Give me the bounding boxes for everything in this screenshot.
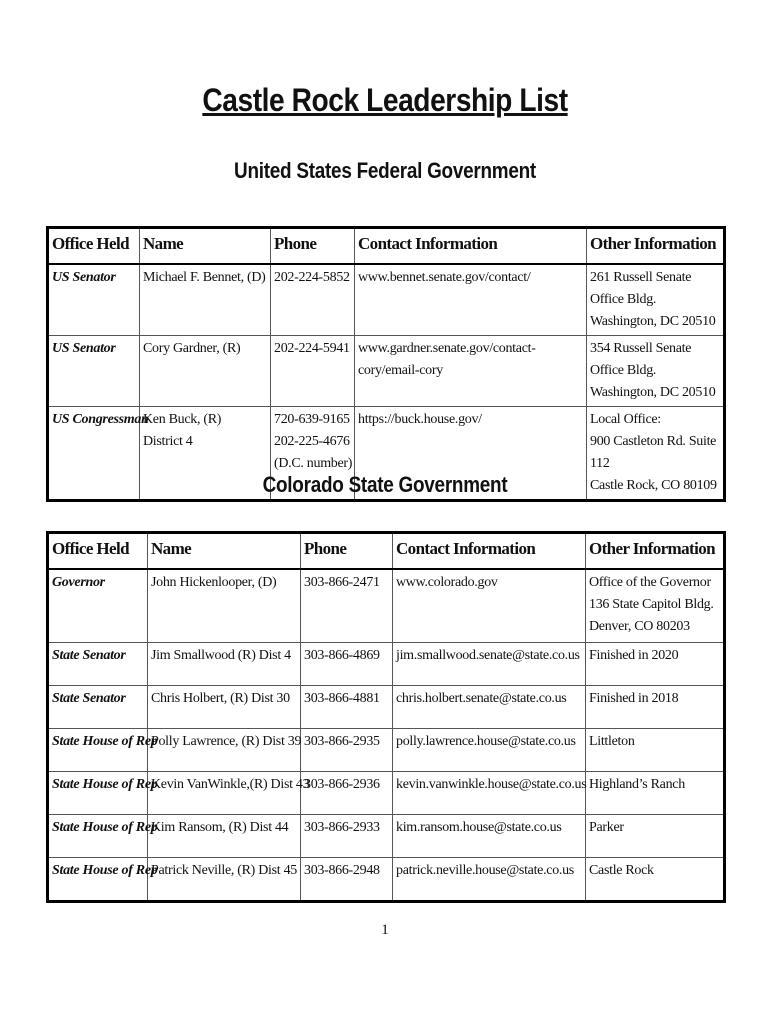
table-header-row	[48, 533, 725, 570]
table-row	[48, 264, 725, 336]
name-cell: Patrick Neville, (R) Dist 45	[148, 858, 301, 902]
header-name: Name	[140, 228, 271, 265]
contact-cell[interactable]: kim.ransom.house@state.co.us	[393, 815, 586, 858]
header-office-held: Office Held	[48, 228, 140, 265]
contact-cell[interactable]: chris.holbert.senate@state.co.us	[393, 686, 586, 729]
table-row	[48, 686, 725, 729]
contact-cell[interactable]: patrick.neville.house@state.co.us	[393, 858, 586, 902]
name-cell: Cory Gardner, (R)	[140, 336, 271, 407]
other-info-cell: 261 Russell Senate Office Bldg. Washington, DC 20510	[587, 264, 725, 336]
table-row	[48, 729, 725, 772]
other-info-cell: Finished in 2018	[586, 686, 725, 729]
name-cell: John Hickenlooper, (D)	[148, 569, 301, 643]
header-other-information: Other Information	[587, 228, 725, 265]
office-cell: State House of Rep	[48, 772, 148, 815]
phone-cell: 303-866-2936	[301, 772, 393, 815]
other-info-cell: Highland’s Ranch	[586, 772, 725, 815]
contact-cell[interactable]: kevin.vanwinkle.house@state.co.us	[393, 772, 586, 815]
office-cell: US Senator	[48, 336, 140, 407]
header-contact-information: Contact Information	[355, 228, 587, 265]
other-info-cell: Finished in 2020	[586, 643, 725, 686]
office-cell: US Senator	[48, 264, 140, 336]
name-cell: Polly Lawrence, (R) Dist 39	[148, 729, 301, 772]
phone-cell: 202-224-5852	[271, 264, 355, 336]
table-row	[48, 772, 725, 815]
header-other-information: Other Information	[586, 533, 725, 570]
table-row	[48, 815, 725, 858]
page-title: Castle Rock Leadership List	[202, 82, 568, 118]
phone-cell: 303-866-2948	[301, 858, 393, 902]
name-cell: Kim Ransom, (R) Dist 44	[148, 815, 301, 858]
state-section-heading: Colorado State Government	[262, 472, 508, 497]
phone-cell: 303-866-4869	[301, 643, 393, 686]
name-cell: Michael F. Bennet, (D)	[140, 264, 271, 336]
table-row	[48, 643, 725, 686]
contact-cell[interactable]: https://buck.house.gov/	[355, 407, 587, 501]
phone-cell: 303-866-4881	[301, 686, 393, 729]
name-cell: Ken Buck, (R) District 4	[140, 407, 271, 501]
office-cell: State House of Rep	[48, 729, 148, 772]
other-info-cell: Office of the Governor 136 State Capitol Bldg. Denver, CO 80203	[586, 569, 725, 643]
other-info-cell: Castle Rock	[586, 858, 725, 902]
page-number: 1	[381, 922, 389, 938]
other-info-cell: Littleton	[586, 729, 725, 772]
office-cell: State Senator	[48, 686, 148, 729]
header-phone: Phone	[271, 228, 355, 265]
other-info-cell: Parker	[586, 815, 725, 858]
contact-cell[interactable]: www.gardner.senate.gov/contact-cory/email-cory	[355, 336, 587, 407]
contact-cell[interactable]: polly.lawrence.house@state.co.us	[393, 729, 586, 772]
header-office-held: Office Held	[48, 533, 148, 570]
phone-cell: 303-866-2933	[301, 815, 393, 858]
name-cell: Chris Holbert, (R) Dist 30	[148, 686, 301, 729]
phone-cell: 303-866-2935	[301, 729, 393, 772]
office-cell: Governor	[48, 569, 148, 643]
table-row	[48, 336, 725, 407]
contact-cell[interactable]: www.bennet.senate.gov/contact/	[355, 264, 587, 336]
phone-cell: 303-866-2471	[301, 569, 393, 643]
phone-cell: 202-224-5941	[271, 336, 355, 407]
table-header-row	[48, 228, 725, 265]
table-row	[48, 569, 725, 643]
office-cell: State House of Rep	[48, 858, 148, 902]
office-cell: US Congressman	[48, 407, 140, 501]
header-contact-information: Contact Information	[393, 533, 586, 570]
state-leaders-table	[46, 531, 726, 903]
name-cell: Kevin VanWinkle,(R) Dist 43	[148, 772, 301, 815]
name-cell: Jim Smallwood (R) Dist 4	[148, 643, 301, 686]
table-row	[48, 858, 725, 902]
other-info-cell: Local Office: 900 Castleton Rd. Suite 112 Castle Rock, CO 80109	[587, 407, 725, 501]
phone-cell: 720-639-9165 202-225-4676 (D.C. number)	[271, 407, 355, 501]
contact-cell[interactable]: www.colorado.gov	[393, 569, 586, 643]
office-cell: State House of Rep	[48, 815, 148, 858]
header-phone: Phone	[301, 533, 393, 570]
office-cell: State Senator	[48, 643, 148, 686]
federal-leaders-table	[46, 226, 726, 502]
header-name: Name	[148, 533, 301, 570]
contact-cell[interactable]: jim.smallwood.senate@state.co.us	[393, 643, 586, 686]
other-info-cell: 354 Russell Senate Office Bldg. Washington, DC 20510	[587, 336, 725, 407]
federal-section-heading: United States Federal Government	[234, 158, 536, 183]
